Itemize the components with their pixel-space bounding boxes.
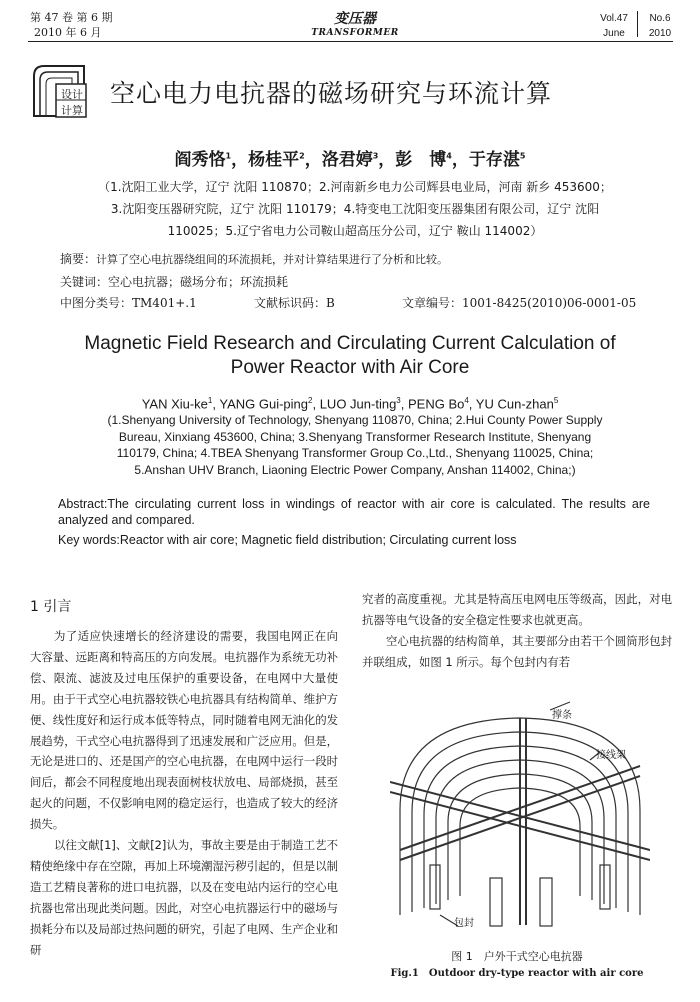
issue-info xyxy=(30,10,112,40)
author-4: 彭 博 xyxy=(395,150,447,170)
author-en-5-sup: 5 xyxy=(553,396,559,405)
keywords-cn-label: 关键词： xyxy=(60,275,109,289)
author-en-5: YU Cun-zhan xyxy=(475,396,554,412)
abstract-en-label: Abstract: xyxy=(58,497,108,511)
affiliation-cn-line: 110025；5.辽宁省电力公司鞍山超高压分公司，辽宁 鞍山 114002） xyxy=(167,224,543,238)
affiliation-en-line: 5.Anshan UHV Branch, Liaoning Electric Power Company, Anshan 114002, China;) xyxy=(134,462,576,477)
header-divider xyxy=(637,11,638,37)
logo-text-top: 设计 xyxy=(61,88,83,101)
journal-title xyxy=(300,8,410,38)
paper-title-en-line2: Power Reactor with Air Core xyxy=(230,357,470,378)
figure-caption-en: Fig.1 Outdoor dry-type reactor with air core xyxy=(390,968,644,979)
abstract-cn-text: 计算了空心电抗器绕组间的环流损耗，并对计算结果进行了分析和比较。 xyxy=(96,253,449,266)
keywords-cn-text: 空心电抗器；磁场分布；环流损耗 xyxy=(108,275,289,289)
cls-value: TM401+.1 xyxy=(132,296,197,310)
author-en-3-sup: 3 xyxy=(396,396,401,405)
cls-label: 中图分类号： xyxy=(60,296,133,310)
affiliations-en xyxy=(60,412,650,478)
affiliation-en-line: 110179, China; 4.TBEA Shenyang Transformer Group Co.,Ltd., Shenyang 110025, China; xyxy=(116,446,594,460)
doc-code-value: B xyxy=(326,296,335,310)
figure-label-terminal: 接线架 xyxy=(596,750,626,761)
issue-volume: 第 47 卷 第 6 期 xyxy=(30,11,113,24)
logo-text-bottom: 计算 xyxy=(61,104,83,117)
figure-label-strut: 撑条 xyxy=(552,710,572,721)
paper-title-en xyxy=(40,332,660,380)
design-calc-logo xyxy=(30,62,90,120)
issue-number: No.6 xyxy=(649,13,671,24)
figure-label-encapsulation: 包封 xyxy=(454,918,474,929)
author-en-1-sup: 1 xyxy=(207,396,213,405)
reactor-figure xyxy=(390,700,650,930)
affiliation-en-line: Bureau, Xinxiang 453600, China; 3.Shenyang Transformer Research Institute, Shenyang xyxy=(118,429,592,444)
author-en-1: YAN Xiu-ke xyxy=(141,396,208,412)
article-no-value: 1001-8425(2010)06-0001-05 xyxy=(462,296,637,310)
affiliations-cn xyxy=(55,176,655,242)
author-en-4-sup: 4 xyxy=(464,396,469,405)
year: 2010 xyxy=(648,28,672,39)
author-1: 阎秀恪 xyxy=(174,150,226,170)
affiliation-cn-line: （1.沈阳工业大学，辽宁 沈阳 110870；2.河南新乡电力公司辉县电业局，河南 新乡 453600； xyxy=(98,180,612,194)
affiliation-en-line: (1.Shenyang University of Technology, Shenyang 110870, China; 2.Hui County Power Supply xyxy=(107,413,603,427)
reactor-drawing xyxy=(390,700,650,930)
issue-block xyxy=(640,11,680,41)
author-3-sup: 3 xyxy=(372,151,379,161)
author-3: 洛君婷 xyxy=(321,150,373,170)
body-column-right xyxy=(362,589,672,673)
keywords-en-text: Reactor with air core; Magnetic field distribution; Circulating current loss xyxy=(119,533,517,547)
abstract-cn-label: 摘要： xyxy=(60,252,97,266)
abstract-cn xyxy=(60,250,650,291)
body-paragraph: 以往文献[1]、文献[2]认为，事故主要是由于制造工艺不精使绝缘中存在空隙，再加上环境潮湿污秽引起的，但是以制造工艺精良著称的进口电抗器，以及在变电站内运行的空心电抗器也常出现此类问题。因此，对空心电抗器运行中的磁场与损耗分布以及局部过热问题的研究，引起了电网、生产企业和研 xyxy=(30,838,338,957)
keywords-en-label: Key words: xyxy=(58,533,120,547)
authors-en: YAN Xiu-$ke^1$, YANG Gui-ping$^2$, LUO Jun-ting$^3$, PENG Bo$^4$, YU Cun-zhan$^5$ xyxy=(141,396,559,412)
author-5-sup: 5 xyxy=(519,151,526,161)
author-4-sup: 4 xyxy=(446,151,452,161)
author-en-2-sup: 2 xyxy=(308,396,313,405)
abstract-en-text: The circulating current loss in windings of reactor with air core is calculated. The results are analyzed and compared. xyxy=(58,497,650,527)
body-column-left xyxy=(30,596,338,961)
volume-block xyxy=(594,11,634,41)
doc-code-label: 文献标识码： xyxy=(254,296,327,310)
figure-caption-cn: 图 1 户外干式空心电抗器 xyxy=(451,950,583,963)
authors-cn: 阎秀恪$^1$，杨桂平$^2$，洛君婷$^3$，彭 博$^4$，于存湛$^5$ xyxy=(174,150,526,170)
body-paragraph: 究者的高度重视。尤其是特高压电网电压等级高，因此，对电抗器等电气设备的安全稳定性要求也就更高。 xyxy=(362,592,672,627)
article-no-label: 文章编号： xyxy=(402,296,463,310)
journal-title-en: TRANSFORMER xyxy=(311,28,399,38)
volume-number: Vol.47 xyxy=(600,13,628,24)
issue-date: 2010 年 6 月 xyxy=(34,26,102,39)
affiliation-cn-line: 3.沈阳变压器研究院，辽宁 沈阳 110179；4.特变电工沈阳变压器集团有限公司，辽宁 沈阳 xyxy=(110,202,600,216)
author-en-2: YANG Gui-ping xyxy=(219,396,309,412)
body-paragraph: 为了适应快速增长的经济建设的需要，我国电网正在向大容量、远距离和特高压的方向发展。电抗器作为系统无功补偿、限流、滤波及过电压保护的重要设备，在电网中大量使用。由于干式空心电抗器较铁心电抗器具有结构简单、维护方便、线性度好和运行成本低等特点，同时随着电网无油化的发展趋势，干式空心电抗器得到了迅速发展和广泛应用。但是，无论是进口的、还是国产的空心电抗器，在电网中运行一段时间后，都会不同程度地出现表面树枝状放电、局部烧损，甚至起火的问题，不仅影响电网的稳定运行，也造成了较大的经济损失。 xyxy=(30,629,338,832)
author-1-sup: 1 xyxy=(225,151,232,161)
body-paragraph: 空心电抗器的结构简单，其主要部分由若干个圆筒形包封并联组成，如图 1 所示。每个包封内有若 xyxy=(362,633,672,669)
paper-title-en-line1: Magnetic Field Research and Circulating Current Calculation of xyxy=(84,333,616,354)
abstract-en xyxy=(58,496,650,548)
section-heading: 1 引言 xyxy=(30,599,72,615)
journal-title-cn: 变压器 xyxy=(334,11,376,27)
author-en-3: LUO Jun-ting xyxy=(319,396,397,412)
author-2: 杨桂平 xyxy=(248,150,300,170)
author-2-sup: 2 xyxy=(299,151,305,161)
paper-title-cn: 空心电力电抗器的磁场研究与环流计算 xyxy=(110,79,553,108)
author-en-4: PENG Bo xyxy=(407,396,465,412)
author-5: 于存湛 xyxy=(468,150,520,170)
header-rule xyxy=(28,41,673,42)
month-en: June xyxy=(603,28,625,39)
